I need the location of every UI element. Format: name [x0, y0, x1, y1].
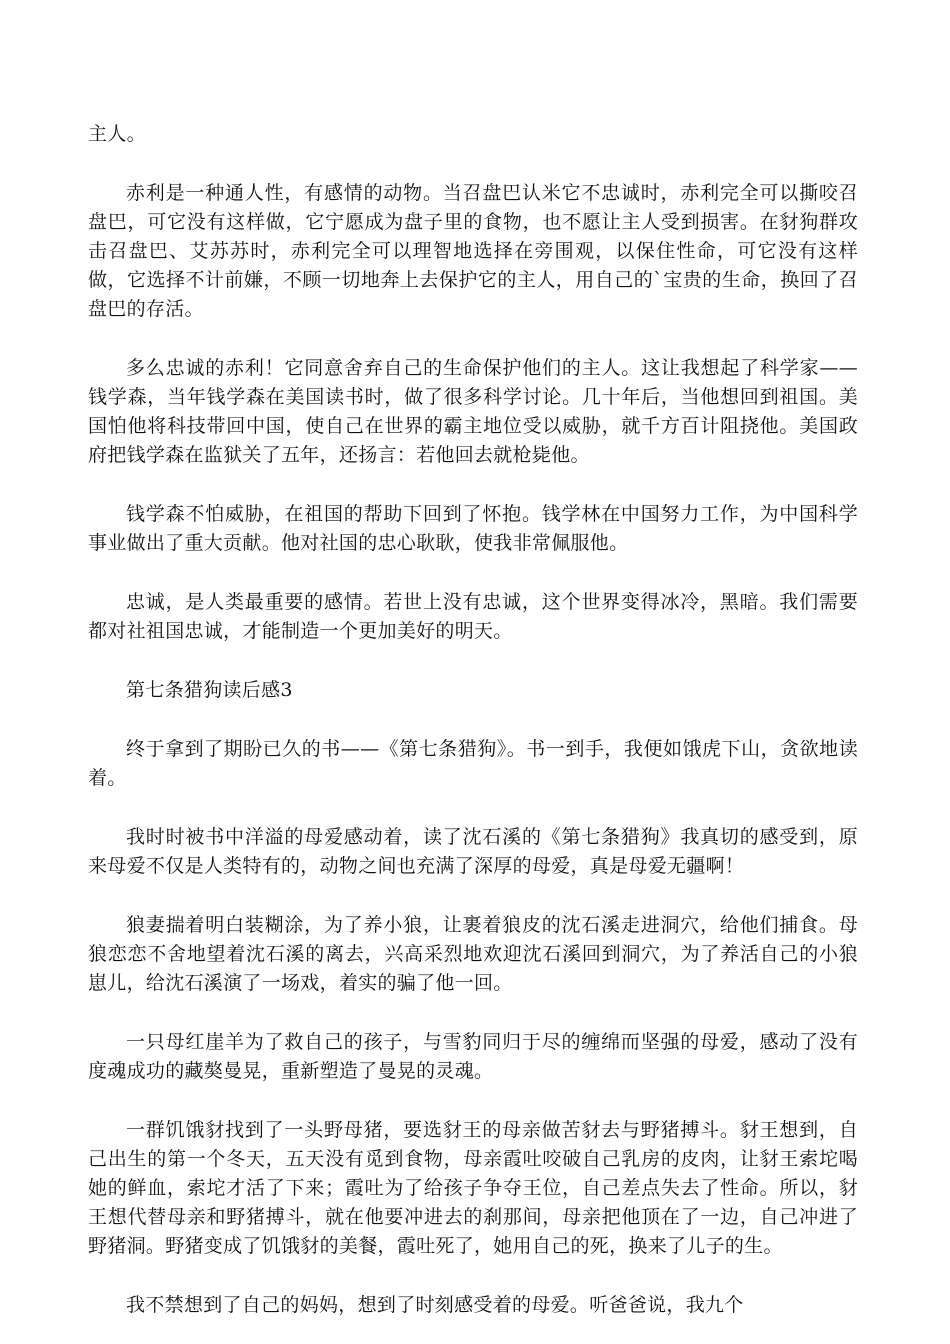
paragraph-2: 赤利是一种通人性，有感情的动物。当召盘巴认米它不忠诚时，赤利完全可以撕咬召盘巴，可它没有这样做，它宁愿成为盘子里的食物，也不愿让主人受到损害。在豺狗群攻击召盘巴、艾苏苏时，赤利完全可以理智地选择在旁围观，以保住性命，可它没有这样做，它选择不计前嫌，不顾一切地奔上去保护它的主人，用自己的`宝贵的生命，换回了召盘巴的存活。 [88, 182, 858, 320]
paragraph-1: 主人。 [88, 123, 146, 145]
section-heading: 第七条猎狗读后感3 [126, 679, 293, 701]
paragraph-gap [88, 998, 858, 1028]
document-page [88, 120, 858, 1320]
paragraph-11: 我不禁想到了自己的妈妈，想到了时刻感受着的母爱。听爸爸说，我九个 [126, 1294, 744, 1316]
paragraph-gap [88, 793, 858, 823]
paragraph-3: 多么忠诚的赤利！它同意舍弃自己的生命保护他们的主人。这让我想起了科学家——钱学森，当年钱学森在美国读书时，做了很多科学讨论。几十年后，当他想回到祖国。美国怕他将科技带回中国，使自己在世界的霸主地位受以威胁，就千方百计阻挠他。美国政府把钱学森在监狱关了五年，还扬言：若他回去就枪毙他。 [88, 357, 858, 466]
paragraph-7: 我时时被书中洋溢的母爱感动着，读了沈石溪的《第七条猎狗》我真切的感受到，原来母爱不仅是人类特有的，动物之间也充满了深厚的母爱，真是母爱无疆啊！ [88, 826, 858, 877]
paragraph-9: 一只母红崖羊为了救自己的孩子，与雪豹同归于尽的缠绵而坚强的母爱，感动了没有度魂成功的藏獒曼晃，重新塑造了曼晃的灵魂。 [88, 1031, 858, 1082]
paragraph-8: 狼妻揣着明白装糊涂，为了养小狼，让裹着狼皮的沈石溪走进洞穴，给他们捕食。母狼恋恋不舍地望着沈石溪的离去，兴高采烈地欢迎沈石溪回到洞穴，为了养活自己的小狼崽儿，给沈石溪演了一场戏，着实的骗了他一回。 [88, 914, 858, 994]
paragraph-gap [88, 324, 858, 354]
paragraph-5: 忠诚，是人类最重要的感情。若世上没有忠诚，这个世界变得冰冷，黑暗。我们需要都对社祖国忠诚，才能制造一个更加美好的明天。 [88, 591, 858, 642]
paragraph-gap [88, 1261, 858, 1291]
paragraph-gap [88, 470, 858, 500]
paragraph-gap [88, 881, 858, 911]
paragraph-10: 一群饥饿豺找到了一头野母猪，要选豺王的母亲做苦豺去与野猪搏斗。豺王想到，自己出生的第一个冬天，五天没有觅到食物，母亲霞吐咬破自己乳房的皮肉，让豺王索坨喝她的鲜血，索坨才活了下来；霞吐为了给孩子争夺王位，自己差点失去了性命。所以，豺王想代替母亲和野猪搏斗，就在他要冲进去的刹那间，母亲把他顶在了一边，自己冲进了野猪洞。野猪变成了饥饿豺的美餐，霞吐死了，她用自己的死，换来了儿子的生。 [88, 1119, 858, 1257]
paragraph-4: 钱学森不怕威胁，在祖国的帮助下回到了怀抱。钱学林在中国努力工作，为中国科学事业做出了重大贡献。他对社国的忠心耿耿，使我非常佩服他。 [88, 503, 858, 554]
paragraph-gap [88, 558, 858, 588]
paragraph-6: 终于拿到了期盼已久的书——《第七条猎狗》。书一到手，我便如饿虎下山，贪欲地读着。 [88, 738, 858, 789]
paragraph-gap [88, 705, 858, 735]
paragraph-gap [88, 646, 858, 676]
paragraph-gap [88, 1086, 858, 1116]
paragraph-gap [88, 149, 858, 179]
